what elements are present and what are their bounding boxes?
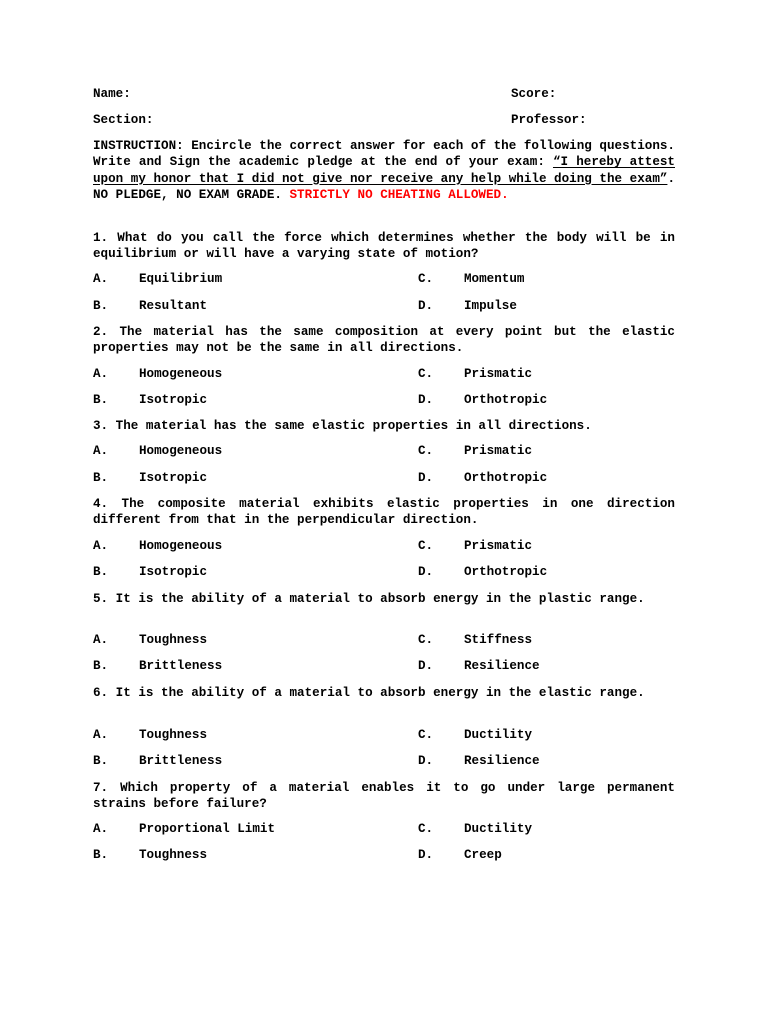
option-text: Proportional Limit	[139, 822, 276, 836]
option-letter: A.	[93, 822, 109, 836]
option-text: Ductility	[464, 822, 533, 836]
instruction-middle: . NO PLEDGE, NO EXAM GRADE.	[93, 171, 675, 202]
option-letter: D.	[418, 471, 434, 485]
name-label: Name:	[93, 87, 131, 101]
option-letter: C.	[418, 728, 434, 742]
option-text: Prismatic	[464, 539, 533, 553]
option-text: Toughness	[139, 848, 208, 862]
question-1: 1. What do you call the force which determines whether the body will be in equilibrium or will have a varying state of motion?	[93, 231, 675, 262]
option-text: Brittleness	[139, 659, 223, 673]
option-text: Isotropic	[139, 471, 208, 485]
option-text: Toughness	[139, 633, 208, 647]
option-letter: B.	[93, 659, 109, 673]
instruction-lead: INSTRUCTION: Encircle the correct answer for each of the following questions. Write and Sign the academic pledge at the end of your exam:	[93, 139, 675, 170]
option-text: Resilience	[464, 754, 540, 768]
option-letter: D.	[418, 299, 434, 313]
option-text: Resultant	[139, 299, 208, 313]
header-row-section-professor	[93, 113, 693, 129]
option-letter: A.	[93, 728, 109, 742]
option-text: Toughness	[139, 728, 208, 742]
option-letter: B.	[93, 754, 109, 768]
option-letter: D.	[418, 848, 434, 862]
option-text: Impulse	[464, 299, 517, 313]
option-letter: C.	[418, 444, 434, 458]
option-letter: D.	[418, 393, 434, 407]
option-text: Brittleness	[139, 754, 223, 768]
question-4: 4. The composite material exhibits elastic properties in one direction different from that in the perpendicular direction.	[93, 497, 675, 528]
option-text: Creep	[464, 848, 502, 862]
option-text: Equilibrium	[139, 272, 223, 286]
question-5: 5. It is the ability of a material to absorb energy in the plastic range.	[93, 592, 645, 606]
option-text: Homogeneous	[139, 367, 223, 381]
option-letter: B.	[93, 393, 109, 407]
option-letter: A.	[93, 367, 109, 381]
option-letter: B.	[93, 565, 109, 579]
option-text: Ductility	[464, 728, 533, 742]
option-letter: A.	[93, 444, 109, 458]
option-letter: D.	[418, 565, 434, 579]
option-text: Homogeneous	[139, 539, 223, 553]
score-label: Score:	[511, 87, 557, 101]
cheating-warning: STRICTLY NO CHEATING ALLOWED.	[289, 187, 509, 202]
question-3: 3. The material has the same elastic properties in all directions.	[93, 419, 592, 433]
option-letter: D.	[418, 754, 434, 768]
option-letter: C.	[418, 633, 434, 647]
option-letter: A.	[93, 539, 109, 553]
option-letter: B.	[93, 299, 109, 313]
option-letter: B.	[93, 848, 109, 862]
option-letter: B.	[93, 471, 109, 485]
option-text: Isotropic	[139, 393, 208, 407]
option-letter: C.	[418, 272, 434, 286]
option-text: Homogeneous	[139, 444, 223, 458]
option-letter: C.	[418, 367, 434, 381]
option-letter: D.	[418, 659, 434, 673]
option-letter: A.	[93, 633, 109, 647]
question-2: 2. The material has the same composition at every point but the elastic properties may not be the same in all directions.	[93, 325, 675, 356]
professor-label: Professor:	[511, 113, 587, 127]
option-text: Resilience	[464, 659, 540, 673]
section-label: Section:	[93, 113, 154, 127]
academic-pledge: “I hereby attest upon my honor that I did not give nor receive any help while doing the exam”	[93, 155, 675, 186]
option-letter: C.	[418, 822, 434, 836]
option-letter: C.	[418, 539, 434, 553]
header-row-name-score	[93, 87, 693, 103]
option-text: Prismatic	[464, 367, 533, 381]
option-text: Isotropic	[139, 565, 208, 579]
option-text: Momentum	[464, 272, 525, 286]
question-7: 7. Which property of a material enables it to go under large permanent strains before failure?	[93, 781, 675, 812]
question-6: 6. It is the ability of a material to absorb energy in the elastic range.	[93, 686, 645, 700]
option-text: Prismatic	[464, 444, 533, 458]
option-text: Stiffness	[464, 633, 533, 647]
option-text: Orthotropic	[464, 471, 548, 485]
option-text: Orthotropic	[464, 565, 548, 579]
option-text: Orthotropic	[464, 393, 548, 407]
instruction-paragraph	[93, 138, 675, 203]
option-letter: A.	[93, 272, 109, 286]
